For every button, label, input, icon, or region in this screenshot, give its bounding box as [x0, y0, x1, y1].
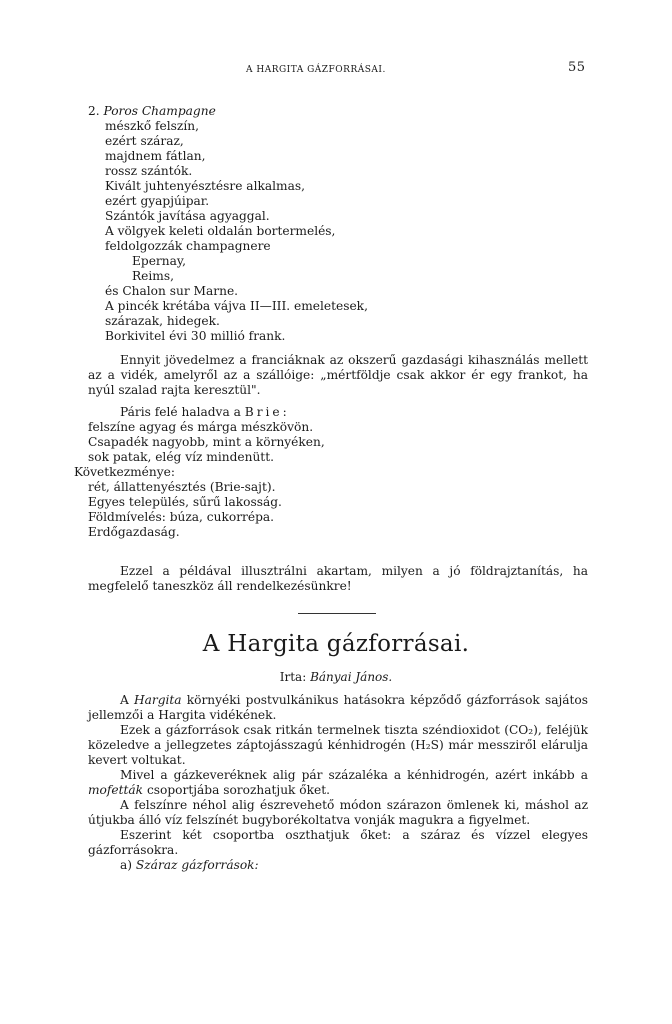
- list-item: mészkő felszín,: [105, 119, 199, 133]
- body-paragraph: Mivel a gázkeveréknek alig pár százaléka a kénhidrogén, azért inkább a mofetták csoportjába sorozhatjuk őket.: [88, 768, 588, 797]
- consequence-label: Következménye:: [74, 465, 175, 479]
- list-item: Epernay,: [132, 254, 186, 268]
- list-item: sok patak, elég víz mindenütt.: [88, 450, 274, 464]
- list-item: Kivált juhtenyésztésre alkalmas,: [105, 179, 305, 193]
- page-number: 55: [568, 60, 586, 75]
- list-item: feldolgozzák champagnere: [105, 239, 271, 253]
- paragraph-conclusion: Ezzel a példával illusztrálni akartam, milyen a jó földrajztanítás, ha megfelelő taneszköz áll rendelkezésünkre!: [88, 564, 588, 593]
- list-item: és Chalon sur Marne.: [105, 284, 239, 298]
- list-item: rossz szántók.: [105, 164, 193, 178]
- list-item: Egyes település, sűrű lakosság.: [88, 495, 282, 509]
- list-item: majdnem fátlan,: [105, 149, 206, 163]
- list-item: A pincék krétába vájva II—III. emeletesek,: [105, 299, 368, 313]
- list-item: A völgyek keleti oldalán bortermelés,: [105, 224, 336, 238]
- list-item: Borkivitel évi 30 millió frank.: [105, 329, 286, 343]
- section-divider: [298, 613, 376, 614]
- list-item: szárazak, hidegek.: [105, 314, 220, 328]
- list-title: 2. Poros Champagne: [88, 104, 216, 118]
- champagne-list: [88, 104, 588, 344]
- body-paragraph: A Hargita környéki postvulkánikus hatásokra képződő gázforrások sajátos jellemzői a Hargita vidékének.: [88, 693, 588, 722]
- list-item: ezért száraz,: [105, 134, 184, 148]
- list-item: Földmívelés: búza, cukorrépa.: [88, 510, 275, 524]
- list-item: Szántók javítása agyaggal.: [105, 209, 270, 223]
- body-paragraph: A felszínre néhol alig észrevehető módon szárazon ömlenek ki, máshol az útjukba álló víz felszínét bugyborékoltatva vonják magukra a figyelmet.: [88, 798, 588, 827]
- list-item: Erdőgazdaság.: [88, 525, 180, 539]
- list-item: Reims,: [132, 269, 174, 283]
- body-paragraph: Eszerint két csoportba oszthatjuk őket: a száraz és vízzel elegyes gázforrásokra.: [88, 828, 588, 857]
- article-title: A Hargita gázforrásai.: [202, 631, 470, 657]
- author-line: Irta: Bányai János.: [279, 670, 393, 684]
- subsection-heading: a) Száraz gázforrások:: [120, 858, 259, 872]
- article-body: [88, 693, 588, 873]
- brie-name: Brie: [244, 405, 283, 419]
- author-name: Bányai János.: [310, 670, 393, 684]
- list-item: rét, állattenyésztés (Brie-sajt).: [88, 480, 276, 494]
- body-paragraph: Ezek a gázforrások csak ritkán termelnek tiszta széndioxidot (CO₂), feléjük közeledve a jellegzetes záptojásszagú kénhidrogén (H₂S) már messziről elárulja kevert voltukat.: [88, 723, 588, 767]
- brie-intro: Páris felé haladva a Brie:: [120, 405, 287, 419]
- brie-section: [74, 405, 588, 540]
- running-title: A HARGITA GÁZFORRÁSAI.: [246, 65, 386, 75]
- list-item: felszíne agyag és márga mészkövön.: [88, 420, 314, 434]
- paragraph-income: Ennyit jövedelmez a franciáknak az okszerű gazdasági kihasználás mellett az a vidék, amelyről az a szállóige: „mértföldje csak akkor ér egy frankot, ha nyúl szalad rajta keresztül".: [88, 353, 588, 397]
- list-item: Csapadék nagyobb, mint a környéken,: [88, 435, 325, 449]
- list-item: ezért gyapjúipar.: [105, 194, 210, 208]
